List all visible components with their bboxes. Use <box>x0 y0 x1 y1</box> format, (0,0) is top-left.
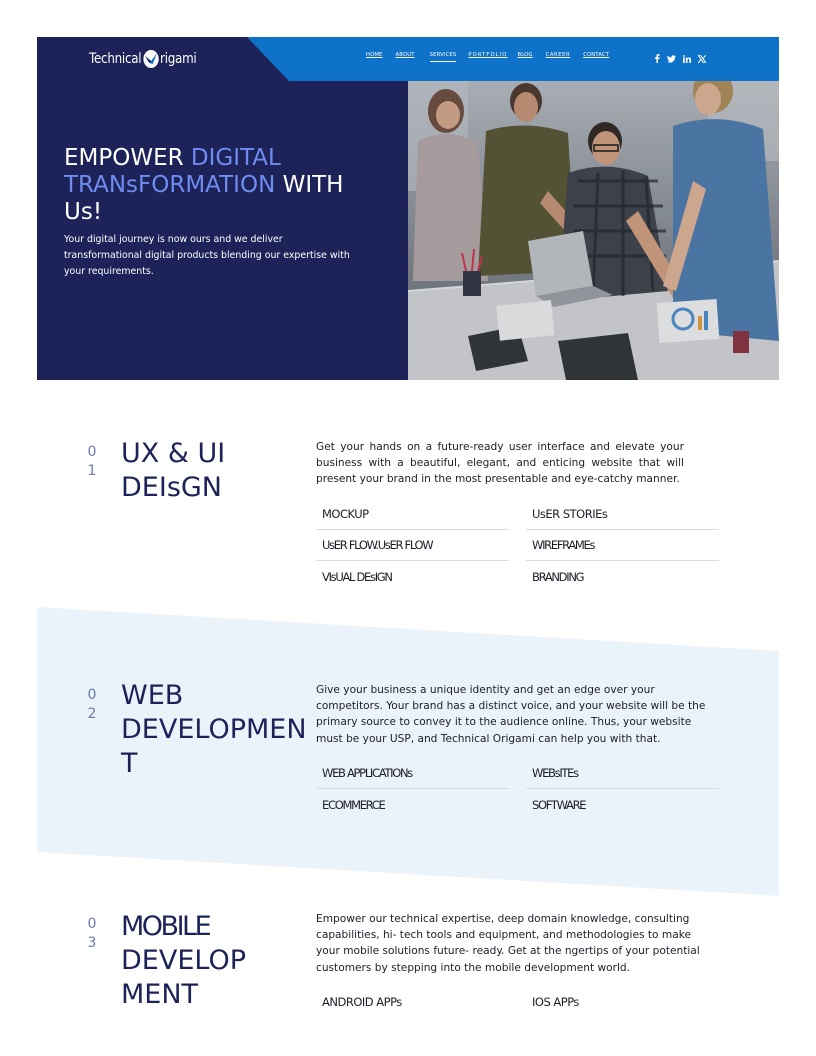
team-collaboration-photo <box>408 81 779 380</box>
section-title-line: MOBILE <box>121 911 210 942</box>
nav-about[interactable]: ABOUT <box>395 52 415 58</box>
section-description-ux-ui: Get your hands on a future-ready user interface and elevate your business with a beautiful, elegant, and enticing website that will present your brand in the most presentable and eye-catchy manner. <box>316 441 684 486</box>
section-title-line: DEVELOP <box>121 945 246 976</box>
linkedin-icon[interactable] <box>683 55 691 63</box>
service-item[interactable]: WIREFRAMEs <box>526 530 719 561</box>
nav-home[interactable]: HOME <box>366 52 383 58</box>
service-item[interactable]: SOFTWARE <box>532 797 586 812</box>
hero-title <box>64 145 364 226</box>
section-number-3-bottom: 3 <box>87 935 97 951</box>
section-title-mobile-development <box>121 910 246 1012</box>
x-icon[interactable] <box>698 55 706 63</box>
service-item[interactable]: MOCKUP <box>316 499 509 530</box>
hero-title-accent1: DIGITAL <box>190 145 281 171</box>
hero-title-accent2: TRANsFORMATION <box>64 172 276 198</box>
service-item[interactable]: BRANDING <box>532 569 584 584</box>
main-nav <box>366 52 609 62</box>
service-item[interactable]: UsER FLOW.UsER FLOW <box>316 530 509 561</box>
logo-text-right: rigami <box>160 51 197 67</box>
service-item[interactable]: UsER STORIEs <box>526 499 719 530</box>
origami-bird-icon <box>142 49 159 69</box>
section-number-3 <box>86 915 98 953</box>
hero-section <box>37 81 779 380</box>
nav-blog[interactable]: BLOG <box>517 52 533 58</box>
twitter-icon[interactable] <box>667 55 676 63</box>
hero-title-part3: Us! <box>64 199 103 225</box>
section-title-line: T <box>121 748 138 779</box>
section-title-line: DEVELOPMEN <box>121 714 307 745</box>
section-number-2-bottom: 2 <box>87 706 97 722</box>
section-title-line: WEB <box>121 680 184 711</box>
hero-description: Your digital journey is now ours and we deliver transformational digital products blending our expertise with your requirements. <box>64 234 350 277</box>
service-item[interactable]: ANDROID APPs <box>322 994 402 1009</box>
nav-services[interactable]: SERVICES <box>430 52 457 62</box>
facebook-icon[interactable] <box>654 54 660 63</box>
hero-title-part2: WITH <box>275 172 344 198</box>
section-title-line: DEIsGN <box>121 472 222 503</box>
logo[interactable] <box>89 48 196 70</box>
site-header <box>37 37 779 81</box>
nav-portfolio[interactable]: PORTFOLIO <box>468 52 508 58</box>
section-number-3-top: 0 <box>87 916 97 932</box>
service-item[interactable]: IOS APPs <box>532 994 579 1009</box>
section-number-1 <box>86 443 98 481</box>
service-item[interactable]: ECOMMERCE <box>322 797 385 812</box>
social-links <box>654 54 706 63</box>
hero-title-part1: EMPOWER <box>64 145 191 171</box>
logo-text-left: Technical <box>89 51 142 67</box>
section-number-1-top: 0 <box>87 444 97 460</box>
section-title-line: UX & UI <box>121 438 226 469</box>
nav-career[interactable]: CAREER <box>545 52 571 58</box>
service-item[interactable]: WEB APPLICATIONs <box>316 758 509 789</box>
service-item[interactable]: WEBsITEs <box>526 758 719 789</box>
nav-contact[interactable]: CONTACT <box>583 52 610 58</box>
section-title-line: MENT <box>121 979 199 1010</box>
section-description-mobile-development: Empower our technical expertise, deep domain knowledge, consulting capabilities, hi- tech tools and equipment, and methodologies to make your mobile solutions future- ready. Get at the ngertips of your potential customers by stepping into the mobile development world. <box>316 913 700 974</box>
section-title-web-development <box>121 679 307 781</box>
section-number-1-bottom: 1 <box>87 463 97 479</box>
section-number-2 <box>86 686 98 724</box>
service-item[interactable]: VIsUAL DEsIGN <box>322 569 392 584</box>
section-number-2-top: 0 <box>87 687 97 703</box>
section-description-web-development: Give your business a unique identity and get an edge over your competitors. Your brand has a distinct voice, and your website will be the primary source to convey it to the audience online. Thus, your website must be your USP, and Technical Origami can help you with that. <box>316 684 706 745</box>
section-title-ux-ui <box>121 437 225 505</box>
